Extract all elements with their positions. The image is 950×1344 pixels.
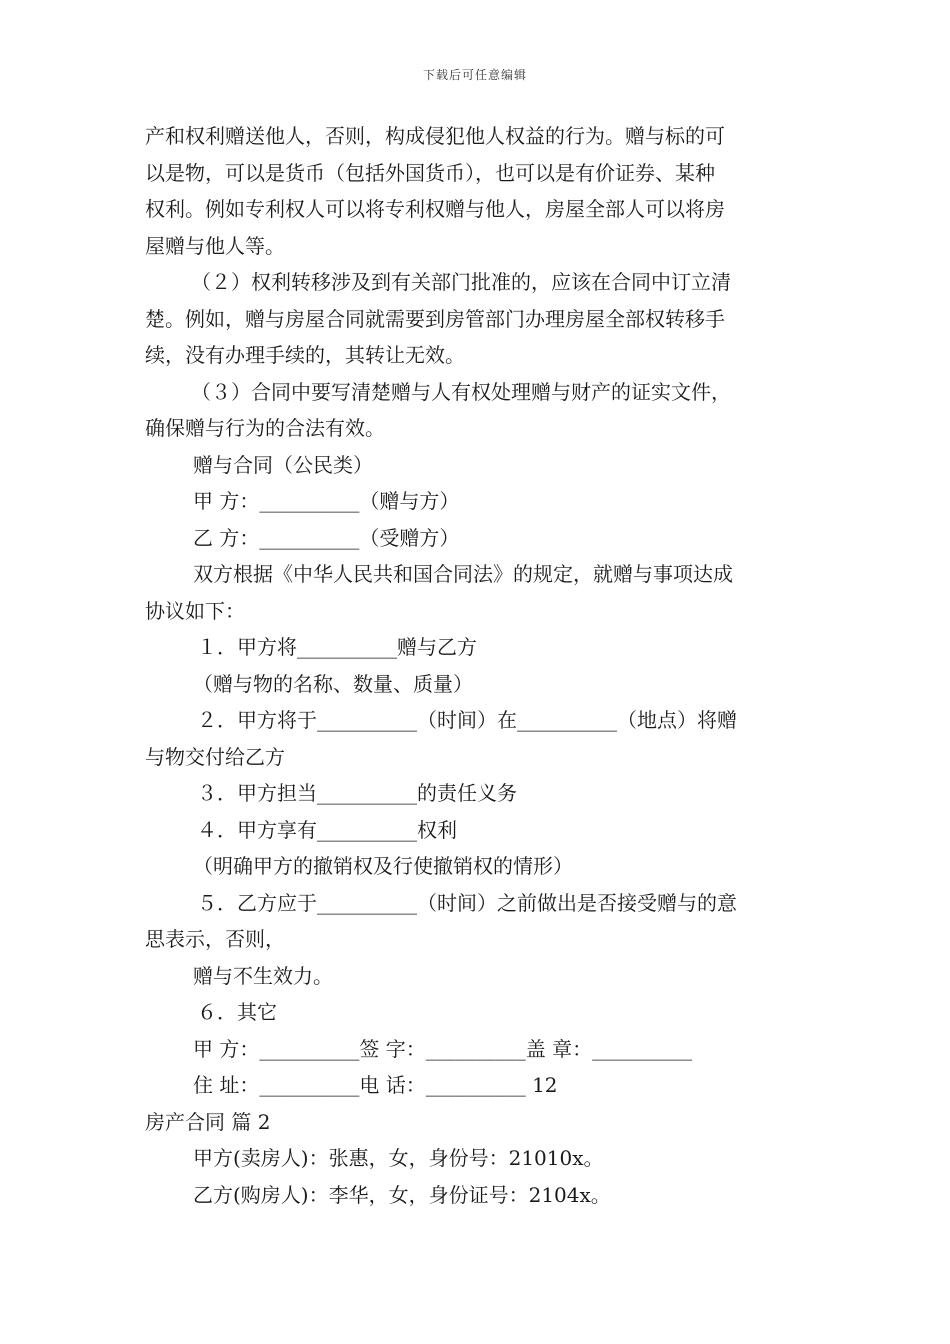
clause-2-cont: 与物交付给乙方 [145, 744, 285, 769]
paragraph-line: 楚。例如，赠与房屋合同就需要到房管部门办理房屋全部权转移手 [145, 306, 725, 331]
page-header-note: 下载后可任意编辑 [422, 68, 527, 82]
clause-1: １．甲方将__________赠与乙方 [197, 635, 477, 659]
seller-line: 甲方(卖房人)：张惠，女，身份号：21010x。 [193, 1146, 604, 1170]
paragraph-line: 屋赠与他人等。 [145, 233, 285, 258]
paragraph-line: 产和权利赠送他人，否则，构成侵犯他人权益的行为。赠与标的可 [145, 124, 725, 148]
paragraph-line: 确保赠与行为的合法有效。 [145, 416, 385, 440]
signature-line: 甲 方：__________签 字：__________盖 章：__________ [193, 1036, 693, 1061]
paragraph-line: 协议如下： [145, 598, 245, 623]
paragraph-line: 权利。例如专利权人可以将专利权赠与他人，房屋全部人可以将房 [145, 197, 725, 221]
clause-1-note: （赠与物的名称、数量、质量） [193, 671, 473, 696]
document-body [145, 118, 810, 1213]
clause-6: ６．其它 [197, 1000, 277, 1024]
party-b-line: 乙 方：__________（受赠方） [193, 525, 460, 550]
address-line: 住 址：__________电 话：__________ 12 [193, 1073, 558, 1097]
party-a-line: 甲 方：__________（赠与方） [193, 489, 460, 513]
clause-4-note: （明确甲方的撤销权及行使撤销权的情形） [193, 854, 573, 878]
paragraph-line: （２）权利转移涉及到有关部门批准的，应该在合同中订立清 [191, 270, 731, 294]
clause-5-cont: 赠与不生效力。 [193, 963, 333, 988]
contract-title: 赠与合同（公民类） [193, 452, 373, 477]
clause-5-cont: 思表示，否则， [145, 927, 285, 951]
clause-4: ４．甲方享有__________权利 [197, 817, 457, 842]
paragraph-line: 续，没有办理手续的，其转让无效。 [145, 343, 465, 367]
clause-5: ５．乙方应于__________（时间）之前做出是否接受赠与的意 [197, 890, 737, 915]
clause-3: ３．甲方担当__________的责任义务 [197, 781, 517, 805]
buyer-line: 乙方(购房人)：李华，女，身份证号：2104x。 [193, 1182, 611, 1207]
paragraph-line: 双方根据《中华人民共和国合同法》的规定，就赠与事项达成 [193, 562, 733, 586]
clause-2: ２．甲方将于__________（时间）在__________（地点）将赠 [197, 708, 737, 732]
paragraph-line: 以是物，可以是货币（包括外国货币），也可以是有价证券、某种 [145, 160, 715, 185]
paragraph-line: （３）合同中要写清楚赠与人有权处理赠与财产的证实文件， [191, 379, 731, 404]
section-heading: 房产合同 篇 2 [145, 1109, 271, 1134]
